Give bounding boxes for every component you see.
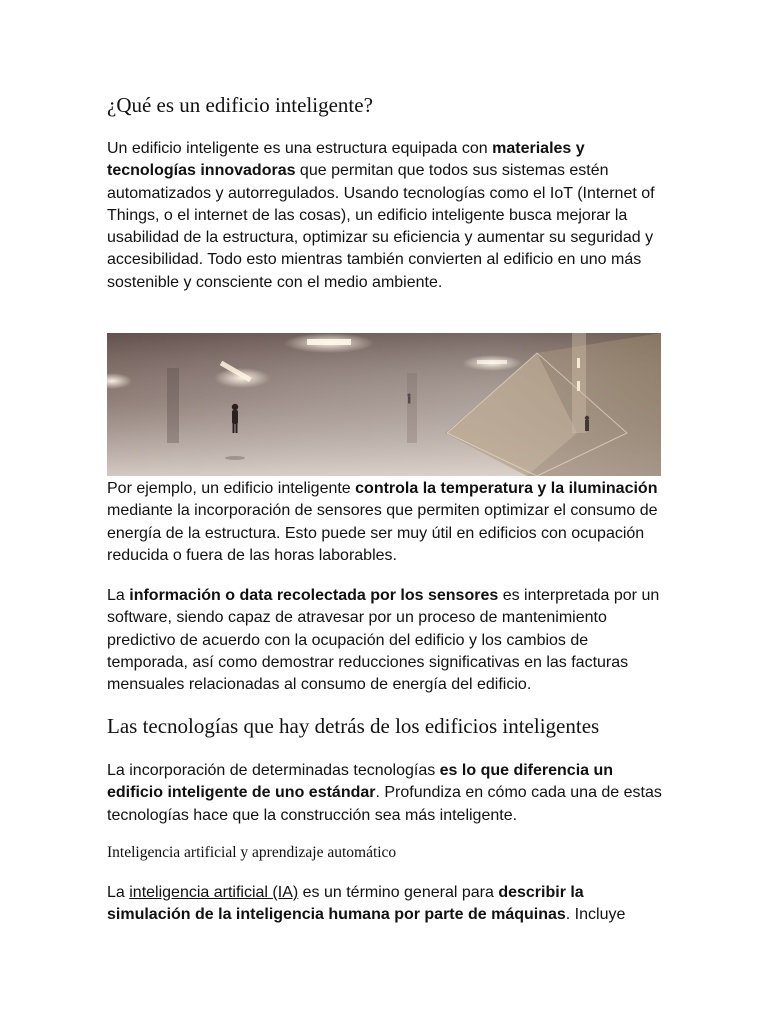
example-paragraph [107,478,667,567]
intro-text-1: Un edificio inteligente es una estructura equipada con [107,140,493,157]
intro-paragraph [107,138,667,294]
foggy-building-interior-image [107,333,661,476]
technologies-heading: Las tecnologías que hay detrás de los edificios inteligentes [107,714,600,738]
intro-bold-1: materiales y tecnologías innovadoras [107,140,585,180]
ai-bold-1: describir la simulación de la inteligencia humana por parte de máquinas [107,884,584,924]
ai-text-2: es un término general para [298,884,499,901]
ai-text-3: . Incluye [565,906,626,924]
tech-text-2: . Profundiza en cómo cada una de estas tecnologías hace que la construcción sea más inteligente. [107,784,662,824]
ai-text-1: La [107,884,130,901]
data-text-2: es interpretada por un software, siendo capaz de atravesar por un proceso de mantenimiento predictivo de acuerdo con la ocupación del edificio y los cambios de temporada, así como demostrar reducciones significativas en las facturas mensuales relacionadas al consumo de energía del edificio. [107,587,660,694]
example-bold-1: controla la temperatura y la iluminación [355,480,658,497]
main-heading: ¿Qué es un edificio inteligente? [107,93,373,117]
ai-link[interactable]: inteligencia artificial (IA) [129,884,299,901]
technologies-paragraph [107,760,667,827]
ai-paragraph [107,882,667,927]
tech-text-1: La incorporación de determinadas tecnologías [107,762,440,779]
intro-text-2: que permitan que todos sus sistemas estén automatizados y autorregulados. Usando tecnologías como el IoT (Internet of Things, o el internet de las cosas), un edificio inteligente busca mejorar la usabilidad de la estructura, optimizar su eficiencia y aumentar su seguridad y accesibilidad. Todo esto mientras también convierten al edificio en uno más sostenible y consciente con el medio ambiente. [107,162,655,291]
data-text-1: La [107,587,130,604]
example-text-2: mediante la incorporación de sensores que permiten optimizar el consumo de energía de la estructura. Esto puede ser muy útil en edificios con ocupación reducida o fuera de las horas laborables. [107,502,658,564]
ai-subheading: Inteligencia artificial y aprendizaje automático [107,844,397,861]
tech-bold-1: es lo que diferencia un edificio inteligente de uno estándar [107,762,614,802]
example-text-1: Por ejemplo, un edificio inteligente [107,480,356,497]
data-paragraph [107,585,667,696]
data-bold-1: información o data recolectada por los sensores [129,587,499,604]
